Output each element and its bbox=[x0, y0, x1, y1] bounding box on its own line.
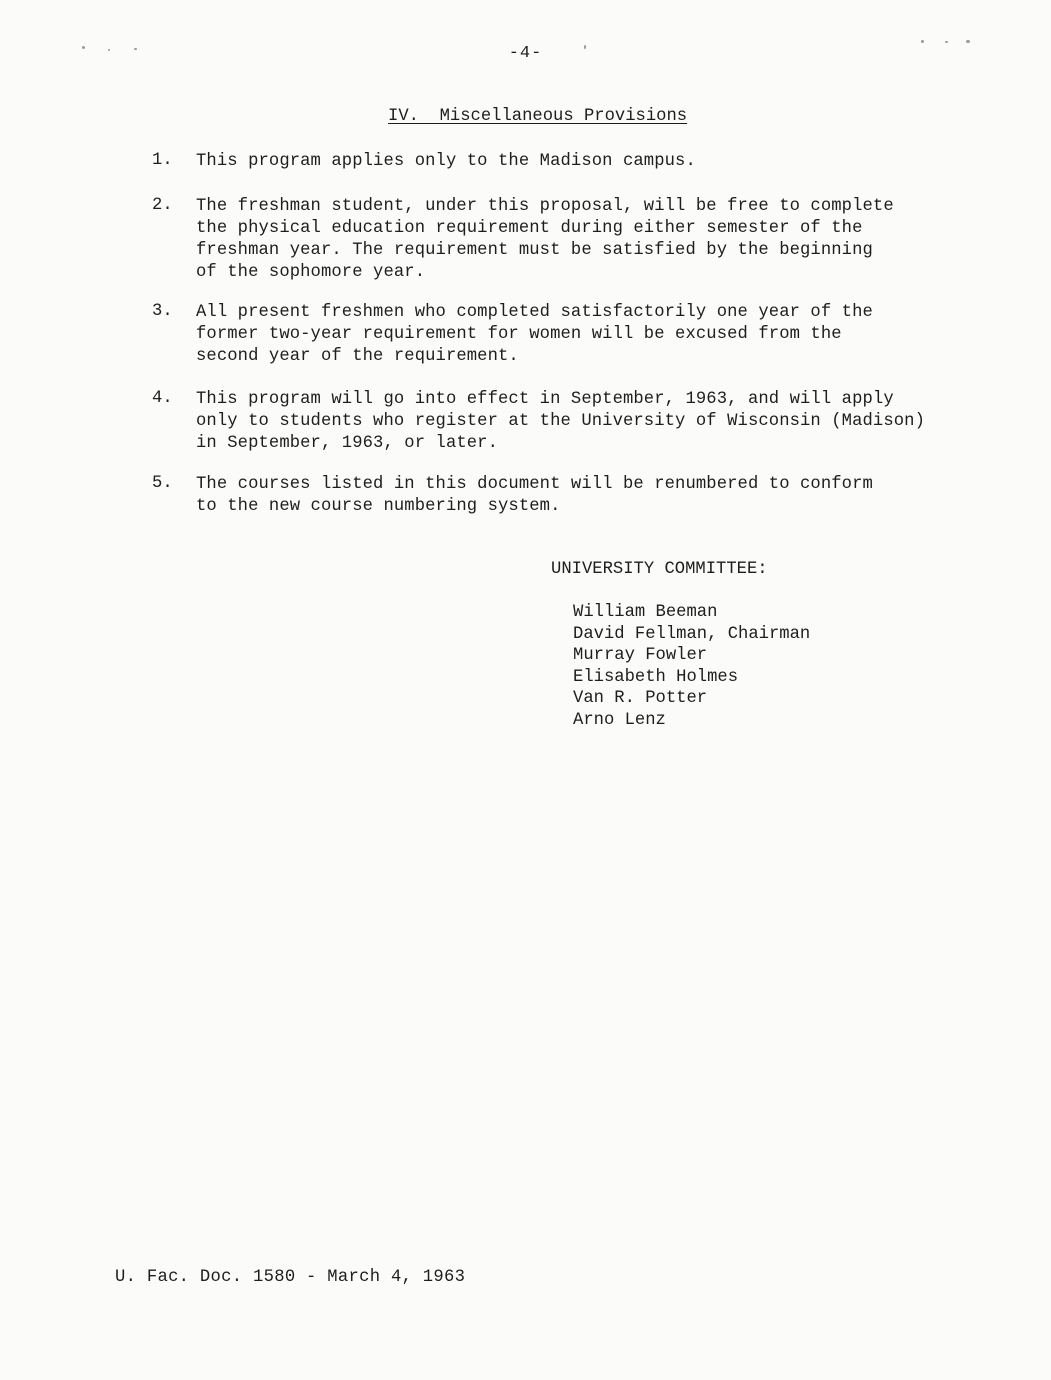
committee-member-list bbox=[573, 602, 810, 731]
committee-heading: UNIVERSITY COMMITTEE: bbox=[551, 560, 768, 579]
committee-member: Van R. Potter bbox=[573, 689, 708, 708]
provision-text: This program applies only to the Madison campus. bbox=[196, 152, 696, 171]
provision-text: All present freshmen who completed satisfactorily one year of the former two-year requirement for women will be excused from the second year of the requirement. bbox=[196, 303, 873, 366]
provision-number: 5. bbox=[152, 474, 173, 493]
provision-text: This program will go into effect in September, 1963, and will apply only to students who register at the University of Wisconsin (Madison) in September, 1963, or later. bbox=[196, 390, 925, 453]
provision-number: 4. bbox=[152, 389, 173, 408]
committee-member: Arno Lenz bbox=[573, 710, 666, 730]
scan-speck bbox=[966, 40, 970, 43]
committee-member: Elisabeth Holmes bbox=[573, 667, 739, 687]
committee-member: Murray Fowler bbox=[573, 646, 708, 665]
committee-member: David Fellman, Chairman bbox=[573, 624, 811, 644]
document-footer: U. Fac. Doc. 1580 - March 4, 1963 bbox=[115, 1268, 466, 1287]
provision-number: 3. bbox=[152, 302, 173, 321]
provision-text: The freshman student, under this proposal, will be free to complete the physical education requirement during either semester of the freshman year. The requirement must be satisfied by the beginning of the sophomore year. bbox=[196, 197, 894, 282]
section-heading: IV. Miscellaneous Provisions bbox=[388, 107, 688, 126]
scan-speck bbox=[921, 40, 924, 43]
provision-number: 2. bbox=[152, 196, 173, 215]
provision-text: The courses listed in this document will be renumbered to conform to the new course numbering system. bbox=[196, 475, 873, 516]
scan-speck bbox=[945, 41, 948, 43]
page-number: -4- bbox=[508, 44, 543, 63]
committee-member: William Beeman bbox=[573, 603, 718, 622]
provision-number: 1. bbox=[152, 151, 173, 170]
